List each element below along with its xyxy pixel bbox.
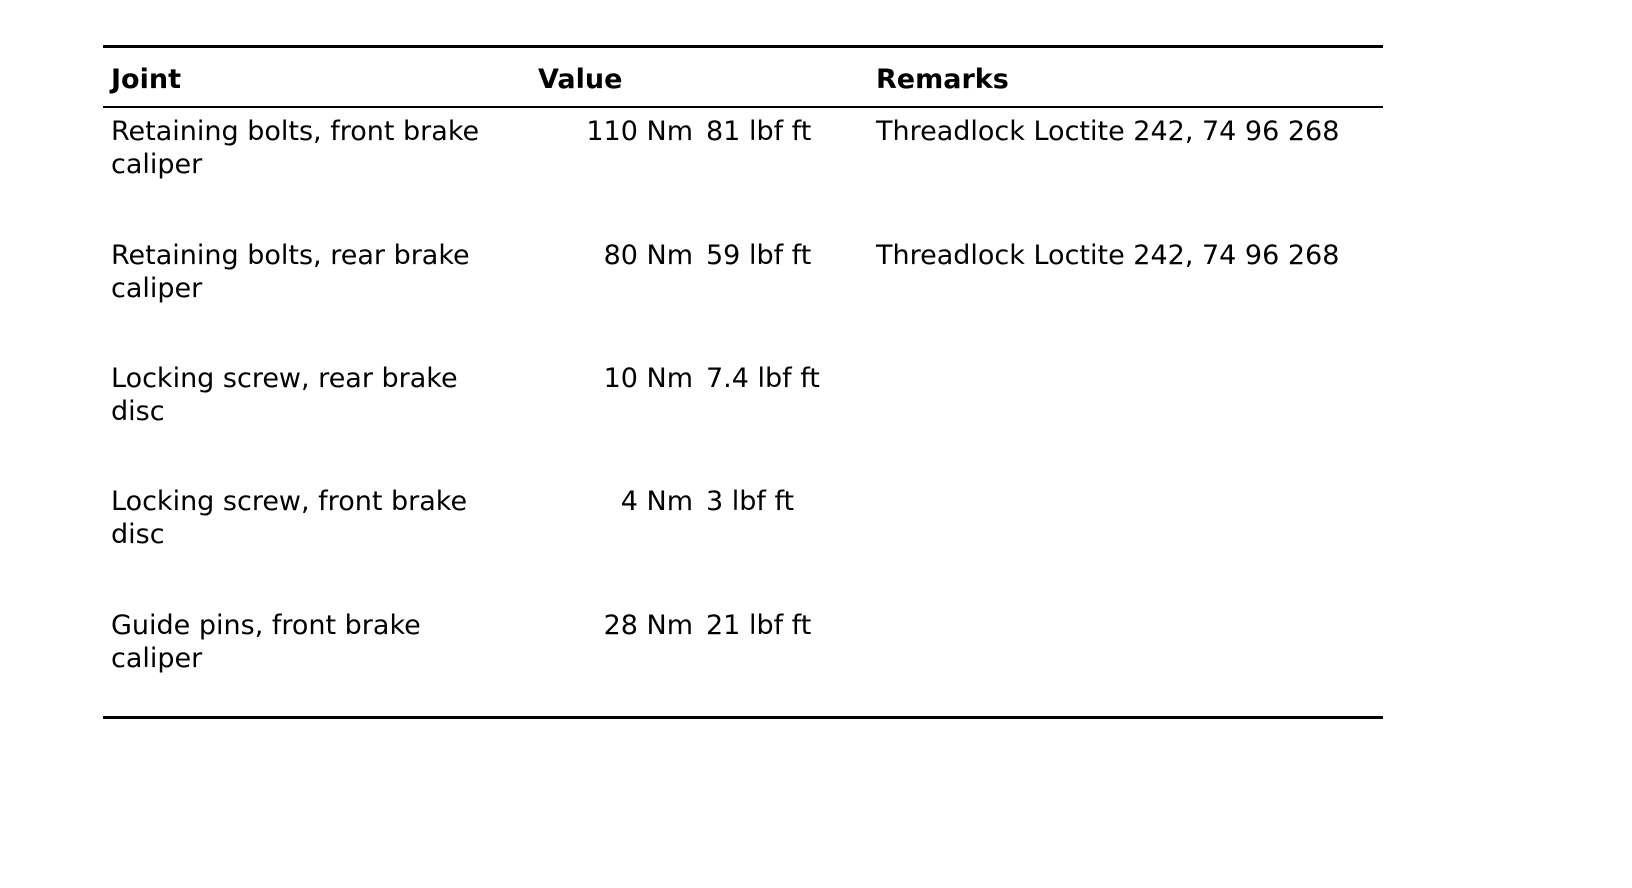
remarks-cell: Threadlock Loctite 242, 74 96 268 — [876, 116, 1340, 147]
column-header-value: Value — [538, 64, 623, 95]
joint-cell: Locking screw, rear brake disc — [111, 363, 458, 427]
value-lbf-cell: 7.4 lbf ft — [706, 363, 820, 394]
torque-table — [103, 45, 1383, 719]
value-nm-cell: 10 Nm — [603, 363, 693, 394]
value-lbf-cell: 3 lbf ft — [706, 486, 795, 517]
value-nm-cell: 4 Nm — [620, 486, 693, 517]
table-row — [103, 485, 1383, 595]
remarks-cell: Threadlock Loctite 242, 74 96 268 — [876, 240, 1340, 271]
value-lbf-cell: 21 lbf ft — [706, 610, 812, 641]
value-lbf-cell: 81 lbf ft — [706, 116, 812, 147]
table-row — [103, 115, 1383, 225]
joint-cell: Retaining bolts, rear brake caliper — [111, 240, 470, 304]
value-nm-cell: 80 Nm — [603, 240, 693, 271]
table-row — [103, 362, 1383, 472]
joint-cell: Guide pins, front brake caliper — [111, 610, 421, 674]
table-row — [103, 609, 1383, 719]
joint-cell: Retaining bolts, front brake caliper — [111, 116, 480, 180]
column-header-joint: Joint — [111, 64, 181, 95]
value-nm-cell: 110 Nm — [586, 116, 693, 147]
table-header — [103, 48, 1383, 108]
value-lbf-cell: 59 lbf ft — [706, 240, 812, 271]
column-header-remarks: Remarks — [876, 64, 1009, 95]
joint-cell: Locking screw, front brake disc — [111, 486, 468, 550]
table-row — [103, 239, 1383, 349]
value-nm-cell: 28 Nm — [603, 610, 693, 641]
